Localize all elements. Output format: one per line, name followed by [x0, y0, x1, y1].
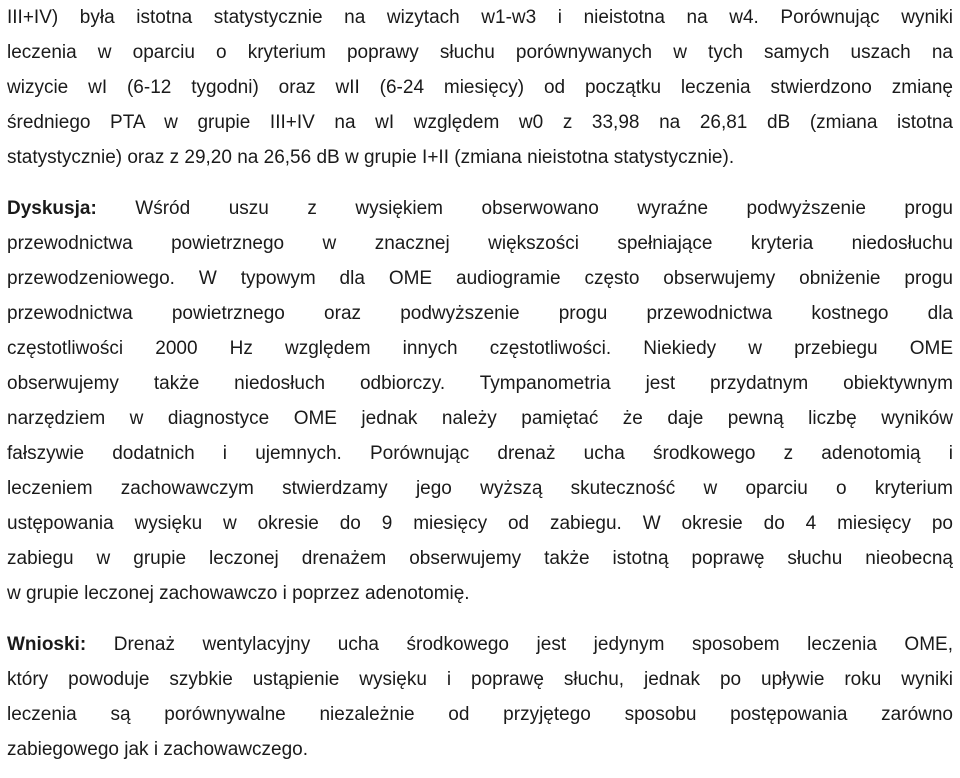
text-line: narzędziem w diagnostyce OME jednak należy pamiętać że daje pewną liczbę wyników — [7, 408, 953, 429]
discussion-heading: Dyskusja: — [7, 198, 97, 219]
text-line: przewodnictwa powietrznego w znacznej większości spełniające kryteria niedosłuchu — [7, 233, 953, 254]
text-line — [7, 627, 953, 662]
text-line: częstotliwości 2000 Hz względem innych częstotliwości. Niekiedy w przebiegu OME — [7, 338, 953, 359]
text-line: ustępowania wysięku w okresie do 9 miesięcy od zabiegu. W okresie do 4 miesięcy po — [7, 513, 953, 534]
text-line: leczeniem zachowawczym stwierdzamy jego wyższą skuteczność w oparciu o kryterium — [7, 478, 953, 499]
results-paragraph — [7, 0, 953, 175]
text-line: w grupie leczonej zachowawczo i poprzez adenotomię. — [7, 583, 470, 604]
text-line — [7, 191, 953, 226]
text-line: przewodnictwa powietrznego oraz podwyższenie progu przewodnictwa kostnego dla — [7, 303, 953, 324]
text-line: fałszywie dodatnich i ujemnych. Porównując drenaż ucha środkowego z adenotomią i — [7, 443, 953, 464]
text-line: przewodzeniowego. W typowym dla OME audiogramie często obserwujemy obniżenie progu — [7, 268, 953, 289]
text-line: zabiegu w grupie leczonej drenażem obserwujemy także istotną poprawę słuchu nieobecną — [7, 548, 953, 569]
discussion-paragraph — [7, 191, 953, 611]
text-line: leczenia są porównywalne niezależnie od przyjętego sposobu postępowania zarówno — [7, 704, 953, 725]
conclusions-heading: Wnioski: — [7, 634, 87, 655]
text-line: III+IV) była istotna statystycznie na wizytach w1-w3 i nieistotna na w4. Porównując wyniki — [7, 7, 953, 28]
discussion-first-line-text: Wśród uszu z wysiękiem obserwowano wyraźne podwyższenie progu — [96, 198, 953, 219]
text-line: leczenia w oparciu o kryterium poprawy słuchu porównywanych w tych samych uszach na — [7, 42, 953, 63]
text-line: który powoduje szybkie ustąpienie wysięku i poprawę słuchu, jednak po upływie roku wyniki — [7, 669, 953, 690]
document-page — [7, 0, 953, 767]
text-line: zabiegowego jak i zachowawczego. — [7, 739, 309, 760]
paragraph-gap — [7, 175, 953, 191]
text-line: średniego PTA w grupie III+IV na wI względem w0 z 33,98 na 26,81 dB (zmiana istotna — [7, 112, 953, 133]
text-line: statystycznie) oraz z 29,20 na 26,56 dB w grupie I+II (zmiana nieistotna statystycznie). — [7, 147, 735, 168]
conclusions-first-line-text: Drenaż wentylacyjny ucha środkowego jest jedynym sposobem leczenia OME, — [86, 634, 953, 655]
conclusions-paragraph — [7, 627, 953, 767]
text-line: wizycie wI (6-12 tygodni) oraz wII (6-24 miesięcy) od początku leczenia stwierdzono zmianę — [7, 77, 953, 98]
text-line: obserwujemy także niedosłuch odbiorczy. Tympanometria jest przydatnym obiektywnym — [7, 373, 953, 394]
paragraph-gap — [7, 611, 953, 627]
